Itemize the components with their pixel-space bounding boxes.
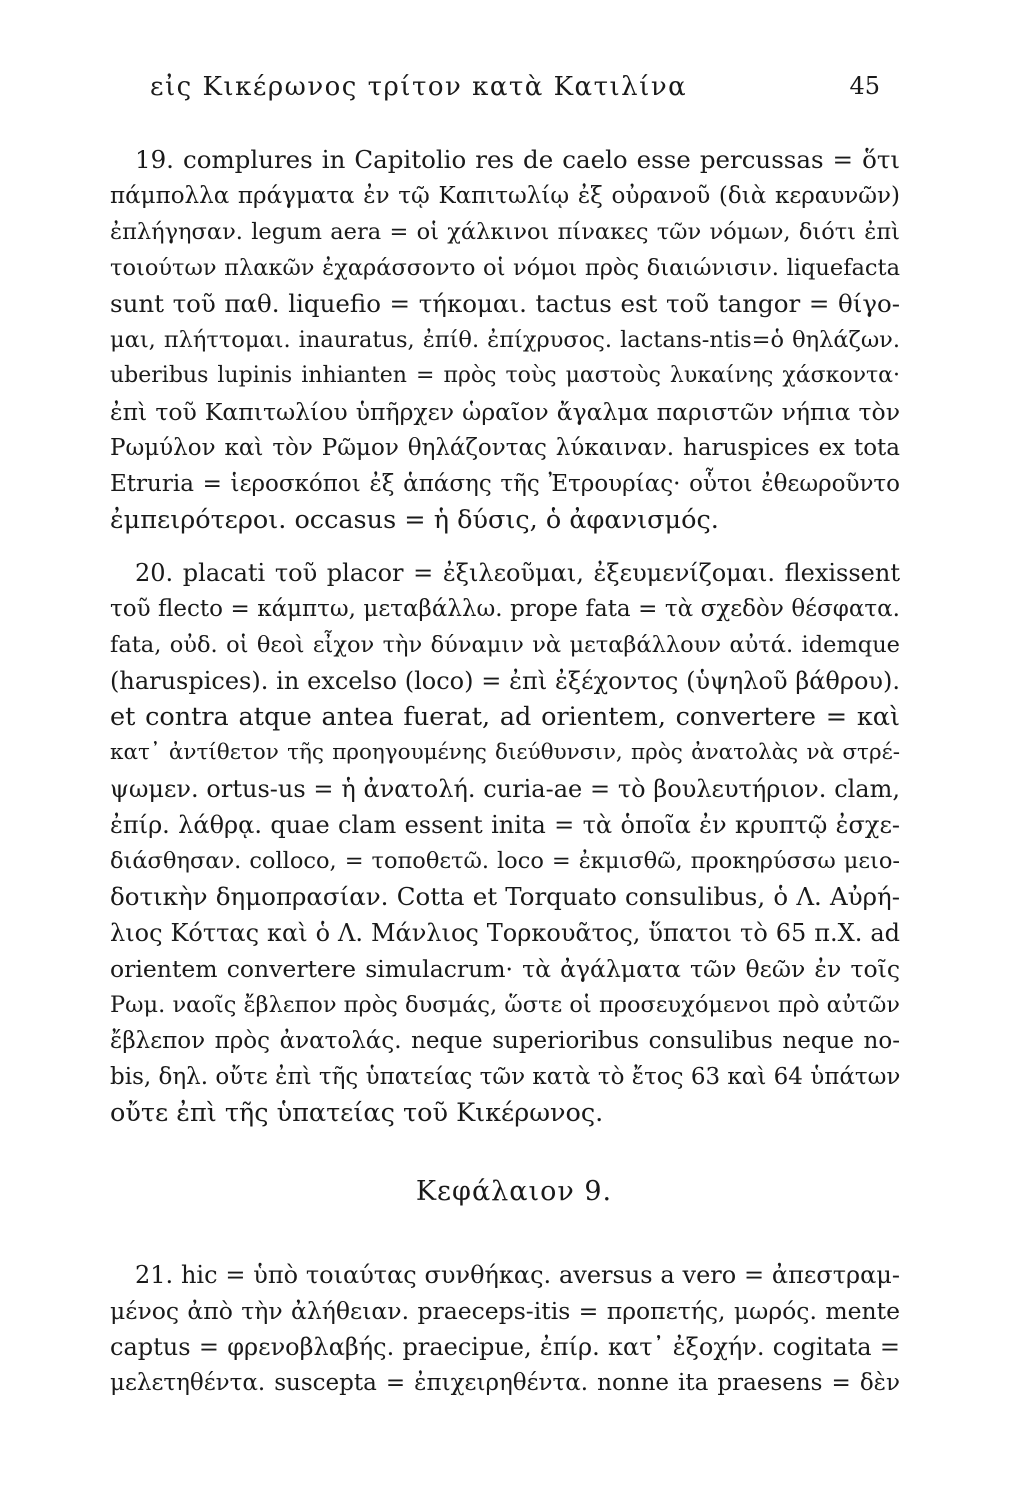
text-line: μελετηθέντα. suscepta = ἐπιχειρηθέντα. nonne ita praesens = δὲν: [110, 1370, 900, 1396]
text-line: μένος ἀπὸ τὴν ἀλήθειαν. praeceps-itis = προπετής, μωρός. mente: [110, 1297, 900, 1325]
text-line: τοῦ flecto = κάμπτω, μεταβάλλω. prope fata = τὰ σχεδὸν θέσφατα.: [110, 596, 900, 622]
text-line: (haruspices). in excelso (loco) = ἐπὶ ἐξέχοντος (ὑψηλοῦ βάθρου).: [110, 667, 900, 695]
text-line: 21. hic = ὑπὸ τοιαύτας συνθήκας. aversus a vero = ἀπεστραμ-: [135, 1261, 900, 1289]
text-line: 19. complures in Capitolio res de caelo esse percussas = ὅτι: [135, 145, 900, 174]
text-line: ἐμπειρότεροι. occasus = ἡ δύσις, ὁ ἀφανισμός.: [110, 505, 719, 535]
text-line: διάσθησαν. colloco, = τοποθετῶ. loco = ἐκμισθῶ, προκηρύσσω μειο-: [110, 848, 900, 874]
text-line: ἐπλήγησαν. legum aera = οἱ χάλκινοι πίνακες τῶν νόμων, διότι ἐπὶ: [110, 219, 900, 245]
text-line: οὔτε ἐπὶ τῆς ὑπατείας τοῦ Κικέρωνος.: [110, 1098, 604, 1128]
text-line: Ρωμ. ναοῖς ἔβλεπον πρὸς δυσμάς, ὥστε οἱ προσευχόμενοι πρὸ αὐτῶν: [110, 992, 900, 1018]
text-line: 20. placati τοῦ placor = ἐξιλεοῦμαι, ἐξευμενίζομαι. flexissent: [135, 559, 900, 587]
text-line: captus = φρενοβλαβής. praecipue, ἐπίρ. κατ᾽ ἐξοχήν. cogitata =: [110, 1333, 900, 1361]
text-line: ἔβλεπον πρὸς ἀνατολάς. neque superioribus consulibus neque no-: [110, 1028, 900, 1054]
text-line: Etruria = ἱεροσκόποι ἐξ ἁπάσης τῆς Ἐτρουρίας· οὗτοι ἐθεωροῦντο: [110, 471, 900, 497]
text-line: κατ᾽ ἀντίθετον τῆς προηγουμένης διεύθυνσιν, πρὸς ἀνατολὰς νὰ στρέ-: [110, 740, 900, 765]
text-line: bis, δηλ. οὔτε ἐπὶ τῆς ὑπατείας τῶν κατὰ τὸ ἔτος 63 καὶ 64 ὑπάτων: [110, 1064, 901, 1090]
text-line: fata, οὐδ. οἱ θεοὶ εἶχον τὴν δύναμιν νὰ μεταβάλλουν αὐτά. idemque: [110, 632, 900, 658]
page-number: 45: [849, 72, 880, 100]
chapter-heading: Κεφάλαιον 9.: [415, 1176, 613, 1207]
text-line: λιος Κόττας καὶ ὁ Λ. Μάνλιος Τορκουᾶτος, ὕπατοι τὸ 65 π.Χ. ad: [110, 919, 900, 947]
text-line: ἐπίρ. λάθρᾳ. quae clam essent inita = τὰ ὁποῖα ἐν κρυπτῷ ἐσχε-: [110, 811, 900, 839]
text-line: δοτικὴν δημοπρασίαν. Cotta et Torquato consulibus, ὁ Λ. Αὐρή-: [110, 882, 900, 911]
text-line: μαι, πλήττομαι. inauratus, ἐπίθ. ἐπίχρυσος. lactans-ntis=ὁ θηλάζων.: [110, 327, 900, 353]
running-title: εἰς Κικέρωνος τρίτον κατὰ Κατιλίνα: [150, 72, 688, 102]
text-line: τοιούτων πλακῶν ἐχαράσσοντο οἱ νόμοι πρὸς διαιώνισιν. liquefacta: [110, 255, 900, 281]
text-line: uberibus lupinis inhianten = πρὸς τοὺς μαστοὺς λυκαίνης χάσκοντα·: [110, 363, 900, 388]
text-line: ἐπὶ τοῦ Καπιτωλίου ὑπῆρχεν ὡραῖον ἄγαλμα παριστῶν νήπια τὸν: [110, 398, 900, 426]
text-line: et contra atque antea fuerat, ad orientem, convertere = καὶ: [110, 702, 900, 732]
text-line: sunt τοῦ παθ. liquefio = τήκομαι. tactus est τοῦ tangor = θίγο-: [110, 289, 900, 318]
text-line: orientem convertere simulacrum· τὰ ἀγάλματα τῶν θεῶν ἐν τοῖς: [110, 955, 900, 983]
text-line: Ρωμύλον καὶ τὸν Ρῶμον θηλάζοντας λύκαιναν. haruspices ex tota: [110, 435, 900, 461]
text-line: ψωμεν. ortus-us = ἡ ἀνατολή. curia-ae = τὸ βουλευτήριον. clam,: [110, 775, 900, 803]
text-line: πάμπολλα πράγματα ἐν τῷ Καπιτωλίῳ ἐξ οὐρανοῦ (διὰ κεραυνῶν): [110, 183, 900, 209]
